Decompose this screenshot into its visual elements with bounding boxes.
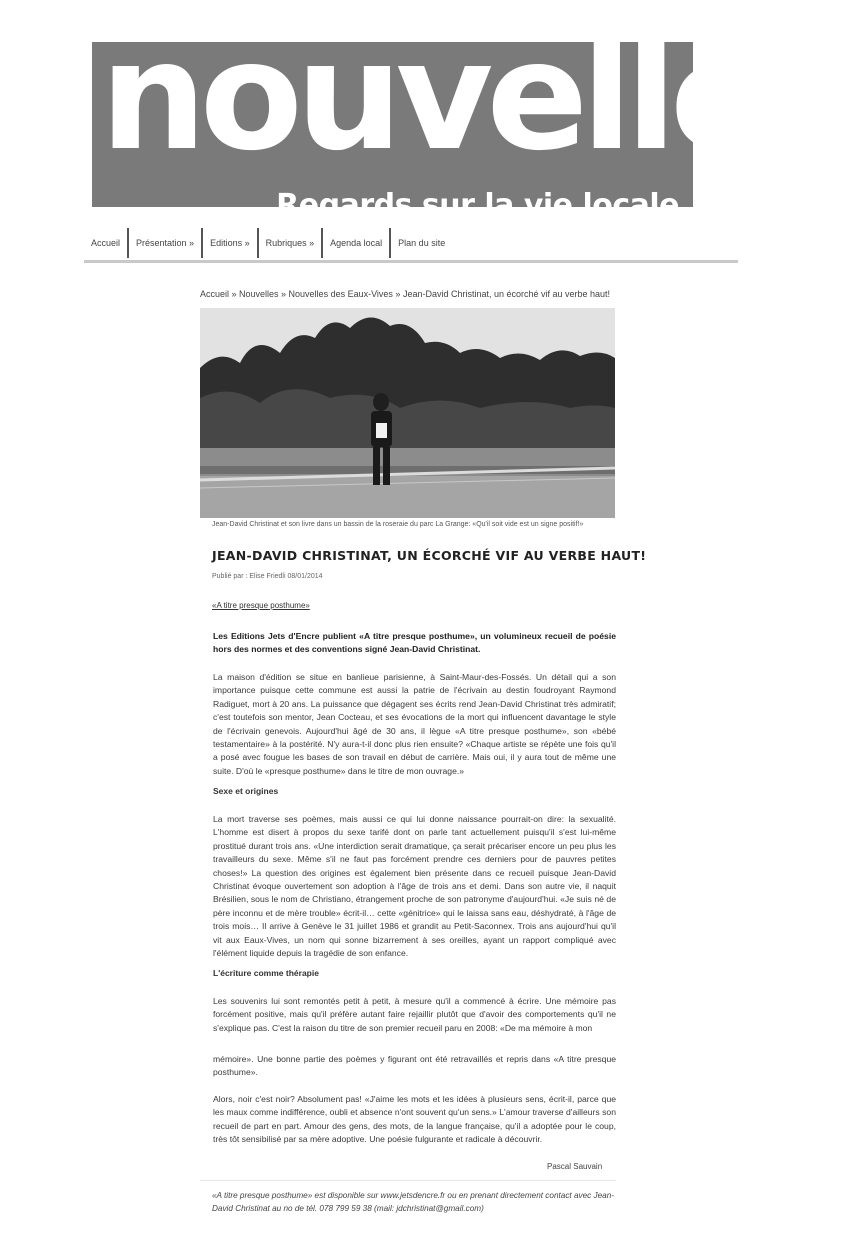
article-paragraph: Alors, noir c'est noir? Absolument pas! «J'aime les mots et les idées à plusieurs sens, écrit-il, parce que les maux comme indifférence, oubli et absence n'ont souvent qu'un sens.» L'amour traverse d'ailleurs son recueil de part en part. Amour des gens, des mots, de la langue française, qu'il a adoptée pour le coup, très tôt sensibilisé par sa mère adoptive. Une poésie fulgurante et radicale à découvrir.: [213, 1094, 616, 1145]
nav-item-editions[interactable]: Editions »: [203, 228, 259, 258]
nav-item-agenda[interactable]: Agenda local: [323, 228, 391, 258]
site-brand: nouvelles: [100, 10, 847, 184]
nav-item-presentation[interactable]: Présentation »: [129, 228, 203, 258]
article-lead: Les Editions Jets d'Encre publient «A titre presque posthume», un volumineux recueil de poésie hors des normes et des conventions signé Jean-David Christinat.: [213, 631, 616, 655]
article-paragraph: mémoire». Une bonne partie des poèmes y figurant ont été retravaillés et repris dans «A titre presque posthume».: [213, 1054, 616, 1078]
photo-caption: Jean-David Christinat et son livre dans un bassin de la roseraie du parc La Grange: «Qu'il soit vide est un signe positif!»: [212, 521, 584, 528]
availability-note: «A titre presque posthume» est disponible sur www.jetsdencre.fr ou en prenant directement contact avec Jean-David Christinat au no de tél. 078 799 59 38 (mail: jdchristinat@gmail.com): [212, 1191, 615, 1213]
breadcrumb[interactable]: Accueil » Nouvelles » Nouvelles des Eaux-Vives » Jean-David Christinat, un écorché vif au verbe haut!: [200, 289, 611, 299]
site-tagline: Regards sur la vie locale: [276, 188, 679, 223]
masthead-logo[interactable]: [92, 10, 847, 223]
subheading-ecriture-therapie: L'écriture comme thérapie: [213, 968, 319, 978]
main-nav: [84, 226, 738, 263]
article-paragraph: Les souvenirs lui sont remontés petit à petit, à mesure qu'il a commencé à écrire. Une mémoire pas forcément positive, mais qu'il préfère autant faire rejaillir plutôt que d'avoir des comportements qu'il ne s'explique pas. C'est la raison du titre de son premier recueil paru en 2008: «De ma mémoire à mon: [213, 996, 616, 1033]
author-signature: Pascal Sauvain: [547, 1162, 603, 1171]
divider: [200, 1180, 616, 1181]
article-title: JEAN-DAVID CHRISTINAT, UN ÉCORCHÉ VIF AU VERBE HAUT!: [212, 548, 647, 563]
article-paragraph: La maison d'édition se situe en banlieue parisienne, à Saint-Maur-des-Fossés. Un détail qui a son importance puisque cette commune est aussi la patrie de l'écrivain au destin foudroyant Raymond Radiguet, mort à 20 ans. La puissance que dégagent ses écrits rend Jean-David Christinat très admiratif; c'est toutefois son mentor, Jean Cocteau, et ses évocations de la mort qui influencent davantage le style de l'écrivain genevois. Aujourd'hui âgé de 30 ans, il lègue «A titre presque posthume», son «bébé testamentaire» à la postérité. N'y aura-t-il donc plus rien ensuite? «Chaque artiste se répète une fois qu'il a posé avec fougue les bases de son travail en début de carrière. Mais oui, il y aura tout de même une suite. D'où le «presque posthume» dans le titre de mon ouvrage.»: [213, 672, 616, 776]
article-paragraph: La mort traverse ses poèmes, mais aussi ce qui lui donne naissance pourrait-on dire: la sexualité. L'homme est disert à propos du sexe tarifé dont on parle tant actuellement puisqu'il s'est lui-même prostitué durant trois ans. «Une interdiction serait dramatique, ça serait précariser encore un peu plus les travailleurs du sexe. Même s'il ne faut pas forcément prendre ces derniers pour de pauvres petites choses!» La question des origines est également bien présente dans ce recueil puisque Jean-David Christinat évoque ouvertement son adoption à l'âge de trois ans et demi. Dans son autre vie, il naquit Brésilien, sous le nom de Christiano, étrangement proche de son patronyme d'aujourd'hui. «Je suis né de père inconnu et de mère trouble» écrit-il… cette «génitrice» qui le laissa sans eau, déshydraté, à l'âge de trois mois… Il arrive à Genève le 31 juillet 1986 et grandit au Petit-Saconnex. Trois ans aujourd'hui qu'il vit aux Eaux-Vives, un nom qui sonne bizarrement à ses oreilles, ayant un rapport compliqué avec l'élément liquide depuis la tragédie de son enfance.: [213, 814, 616, 959]
article-byline: Publié par : Elise Friedli 08/01/2014: [212, 573, 323, 580]
nav-item-accueil[interactable]: Accueil: [84, 228, 129, 258]
book-title-link[interactable]: «A titre presque posthume»: [212, 601, 310, 610]
subheading-sexe-et-origines: Sexe et origines: [213, 786, 279, 796]
nav-item-plan-du-site[interactable]: Plan du site: [398, 238, 446, 248]
nav-item-rubriques[interactable]: Rubriques »: [259, 228, 324, 258]
article-photo: [200, 308, 615, 518]
